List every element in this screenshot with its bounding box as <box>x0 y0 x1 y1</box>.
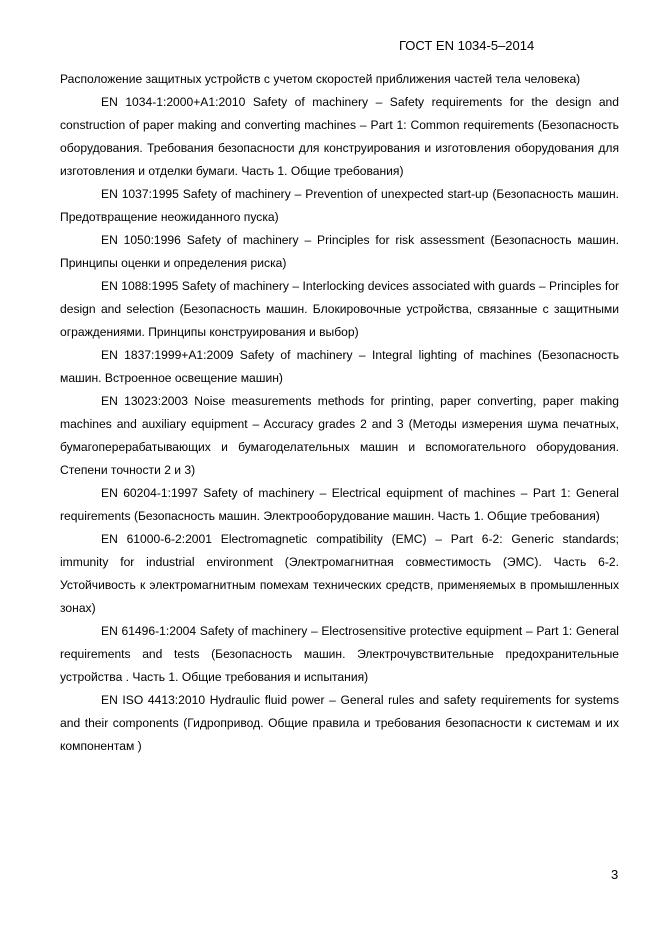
reference-en-13023: EN 13023:2003 Noise measurements methods for printing, paper converting, paper making machines and auxiliary equipment – Accuracy grades 2 and 3 (Методы измерения шума печатных, бумагоперерабатывающих и бумагоделательных машин и вспомогательного оборудования. Степени точности 2 и 3) <box>60 394 619 477</box>
reference-en-61496-1: EN 61496-1:2004 Safety of machinery – Electrosensitive protective equipment – Part 1: General requirements and tests (Безопасность машин. Электрочувствительные предохранительные устройства . Часть 1. Общие требования и испытания) <box>60 624 619 684</box>
reference-en-1837: EN 1837:1999+A1:2009 Safety of machinery – Integral lighting of machines (Безопасность машин. Встроенное освещение машин) <box>60 348 619 385</box>
reference-en-1037: EN 1037:1995 Safety of machinery – Prevention of unexpected start-up (Безопасность машин. Предотвращение неожиданного пуска) <box>60 187 619 224</box>
reference-en-1034-1: EN 1034-1:2000+A1:2010 Safety of machinery – Safety requirements for the design and construction of paper making and converting machines – Part 1: Common requirements (Безопасность оборудования. Требования безопасности для конструирования и изготовления оборудования для изготовления и отделки бумаги. Часть 1. Общие требования) <box>60 95 619 178</box>
standard-designation-header: ГОСТ EN 1034-5–2014 <box>399 38 535 53</box>
reference-en-1088: EN 1088:1995 Safety of machinery – Interlocking devices associated with guards – Principles for design and selection (Безопасность машин. Блокировочные устройства, связанные с защитными ограждениями. Принципы конструирования и выбор) <box>60 279 619 339</box>
page-number: 3 <box>611 867 619 882</box>
normative-references-body <box>60 68 619 758</box>
reference-en-60204-1: EN 60204-1:1997 Safety of machinery – Electrical equipment of machines – Part 1: General requirements (Безопасность машин. Электрооборудование машин. Часть 1. Общие требования) <box>60 486 619 523</box>
reference-continuation: Расположение защитных устройств с учетом скоростей приближения частей тела человека) <box>60 72 581 86</box>
reference-en-1050: EN 1050:1996 Safety of machinery – Principles for risk assessment (Безопасность машин. Принципы оценки и определения риска) <box>60 233 619 270</box>
reference-en-iso-4413: EN ISO 4413:2010 Hydraulic fluid power – General rules and safety requirements for systems and their components (Гидропривод. Общие правила и требования безопасности к системам и их компонентам ) <box>60 693 619 753</box>
reference-en-61000-6-2: EN 61000-6-2:2001 Electromagnetic compatibility (EMC) – Part 6-2: Generic standards; immunity for industrial environment (Электромагнитная совместимость (ЭМС). Часть 6-2. Устойчивость к электромагнитным помехам технических средств, применяемых в промышленных зонах) <box>60 532 619 615</box>
